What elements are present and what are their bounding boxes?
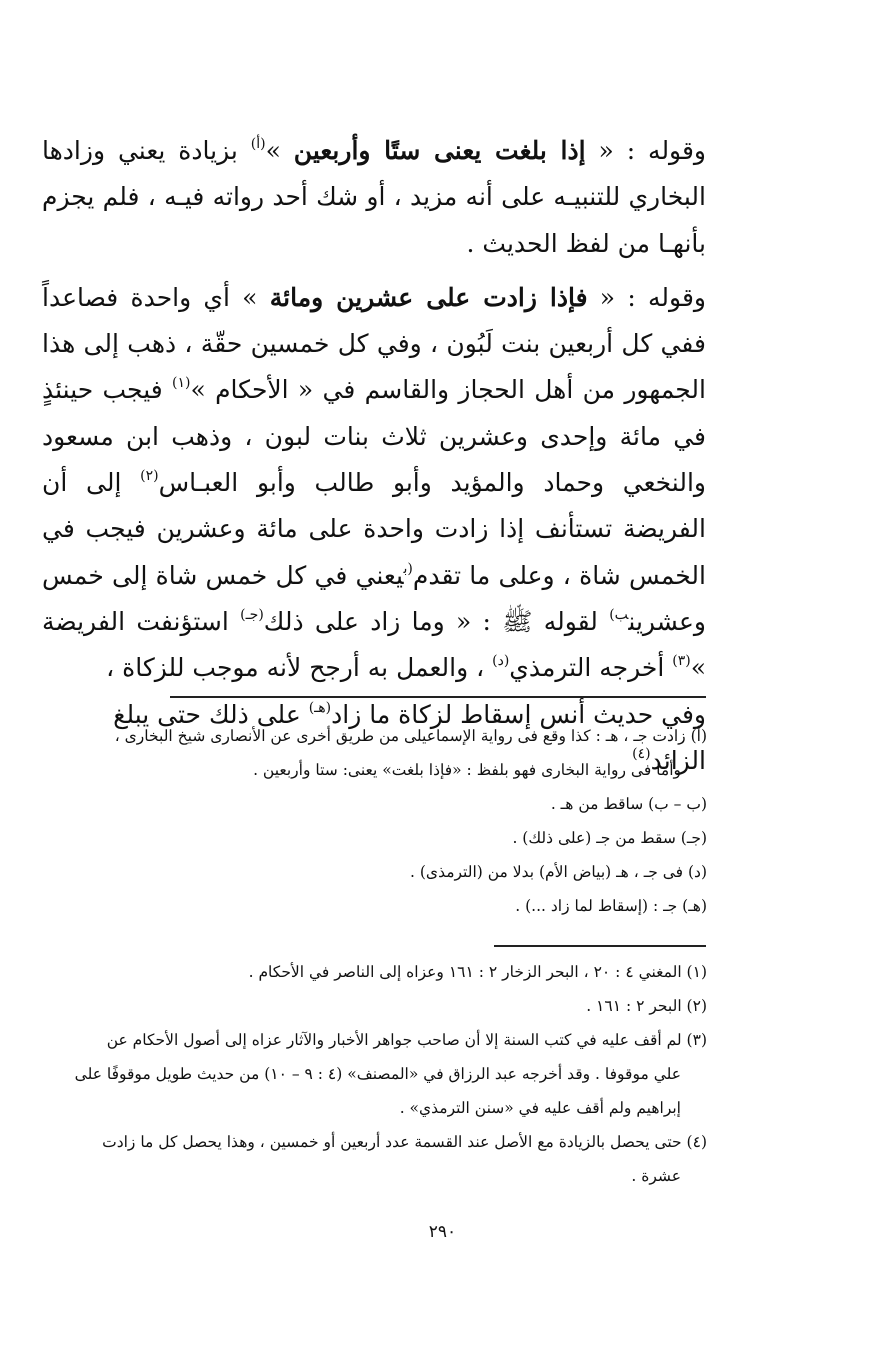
text-run: أخرجه الترمذي [509,653,673,683]
notes-divider [494,945,706,947]
page-number: ٢٩٠ [428,1222,457,1242]
footnote-marker: ب) [609,606,629,623]
footnote-marker: (هـ) [308,699,332,716]
variant-note [37,855,707,889]
variant-note [37,787,707,821]
note-continuation: وأما فى رواية البخارى فهو بلفظ : «فإذا بلغت» يعنى: ستا وأربعين . [253,761,681,779]
text-run: استؤنفت الفريضة » [42,606,706,683]
paragraph-1 [42,128,706,267]
numbered-note [37,989,707,1023]
hadith-quote: فإذا زادت على عشرين ومائة [269,282,588,312]
footnote-marker: (ب [403,560,413,577]
numbered-notes [37,955,707,1193]
text-run: وفي حديث أنس إسقاط لزكاة ما زاد [331,699,706,729]
text-run: وقوله : « [587,282,706,312]
note-text: (د) فى جـ ، هـ (بياض الأم) بدلا من (الترمذى) . [410,863,707,881]
footnote-marker: (أ) [250,136,266,152]
footnote-marker: (د) [492,653,510,670]
note-text: (هـ) جـ : (إسقاط لما زاد ...) . [515,897,707,915]
main-text [42,128,706,784]
footnote-marker: (٤) [632,745,651,762]
text-run: » أي واحدة فصاعداً ففي كل أربعين بنت لَبُون ، وفي كل خمسين حقّة ، ذهب إلى هذا الجمهور من أهل الحجاز والقاسم في « الأحكام » [42,282,706,405]
note-text: (٣) لم أقف عليه في كتب السنة إلا أن صاحب جواهر الأخبار والآثار عزاه إلى أصول الأحكام عن [106,1031,707,1049]
footnote-divider [170,696,706,698]
variant-note [37,889,707,923]
text-run: بزيادة يعني وزادها البخاري للتنبيـه على أنه مزيد ، أو شك أحد رواته فيـه ، فلم يجزم بأنهـا من لفظ الحديث . [42,136,706,258]
variant-note [37,719,707,787]
paragraph-2 [42,275,706,692]
note-text: (جـ) سقط من جـ (على ذلك) . [512,829,707,847]
variant-notes [37,719,707,923]
numbered-note [37,1023,707,1125]
note-text: (١) المغني ٤ : ٢٠ ، البحر الزخار ٢ : ١٦١ وعزاه إلى الناصر في الأحكام . [248,963,707,981]
numbered-note [37,1125,707,1193]
text-run: على ذلك حتى يبلغ الزائد [113,699,706,775]
numbered-note [37,955,707,989]
footnote-marker: (١) [172,375,191,392]
footnote-marker: (جـ) [240,606,264,623]
note-text: (ب – ب) ساقط من هـ . [550,795,707,813]
note-text: (٢) البحر ٢ : ١٦١ . [586,997,707,1015]
text-run: لقوله ﷺ : « وما زاد على ذلك [263,606,610,636]
text-run: وقوله : « [585,136,706,165]
note-continuation: عشرة . [631,1167,681,1185]
text-run: يعني في كل خمس شاة إلى خمس وعشرين [42,560,706,636]
note-text: (٤) حتى يحصل بالزيادة مع الأصل عند القسمة عدد أربعين أو خمسين ، وهذا يحصل كل ما زادت [102,1133,707,1151]
footnote-marker: (٢) [140,468,159,485]
note-continuation: علي موقوفا . وقد أخرجه عبد الرزاق في «المصنف» (٤ : ٩ – ١٠) من حديث طويل موقوفًا على إبراهيم ولم أقف عليه في «سنن الترمذي» . [74,1065,681,1117]
variant-note [37,821,707,855]
text-run: إلى أن الفريضة تستأنف إذا زادت واحدة على مائة وعشرين فيجب في الخمس شاة ، وعلى ما تقدم [42,468,706,590]
footnote-marker: (٣) [672,653,691,670]
hadith-quote: إذا بلغت يعنى ستًا وأربعين [293,136,586,165]
note-text: (أ) زادت جـ ، هـ : كذا وقع فى رواية الإسماعيلى من طريق أخرى عن الأنصارى شيخ البخارى ، [114,727,707,745]
text-run: فيجب حينئذٍ في مائة وإحدى وعشرين ثلاث بنات لبون ، وذهب ابن مسعود والنخعي وحماد والمؤيد وأبو طالب وأبو العبـاس [42,375,706,498]
text-run: » [265,136,294,165]
text-run: ، والعمل به أرجح لأنه موجب للزكاة ، [106,653,493,683]
